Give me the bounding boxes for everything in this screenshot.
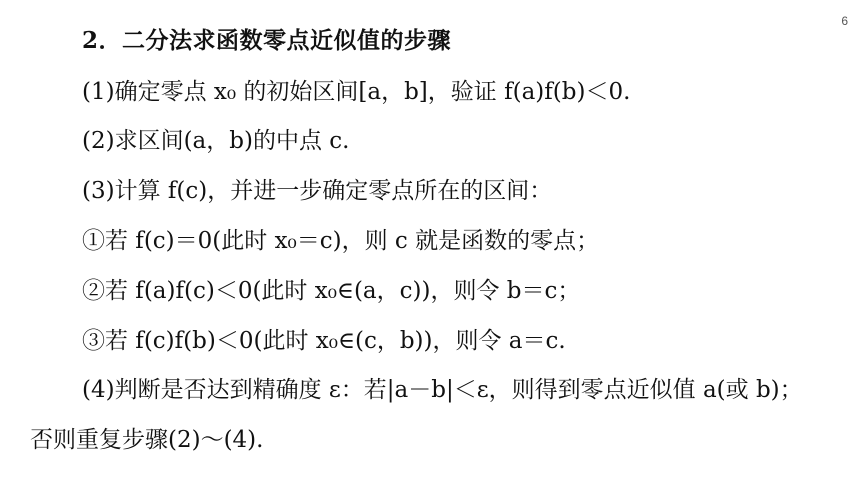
step-4-continuation: 否则重复步骤(2)～(4). [30, 427, 264, 453]
case-3-text: ③若 f(c)f(b)＜0(此时 x₀∈(c，b))，则令 a＝c. [82, 328, 566, 354]
step-1-text: (1)确定零点 x₀ 的初始区间[a，b]，验证 f(a)f(b)＜0. [82, 79, 631, 105]
section-heading: 2．二分法求函数零点近似值的步骤 [82, 27, 452, 54]
page-number: 6 [841, 14, 848, 28]
case-2-text: ②若 f(a)f(c)＜0(此时 x₀∈(a，c))，则令 b＝c； [82, 278, 581, 304]
step-3-text: (3)计算 f(c)，并进一步确定零点所在的区间： [82, 178, 553, 204]
case-1-text: ①若 f(c)＝0(此时 x₀＝c)，则 c 就是函数的零点； [82, 228, 600, 254]
step-4-text: (4)判断是否达到精确度 ε：若|a－b|＜ε，则得到零点近似值 a(或 b)； [82, 377, 803, 403]
step-2-text: (2)求区间(a，b)的中点 c. [82, 128, 350, 154]
